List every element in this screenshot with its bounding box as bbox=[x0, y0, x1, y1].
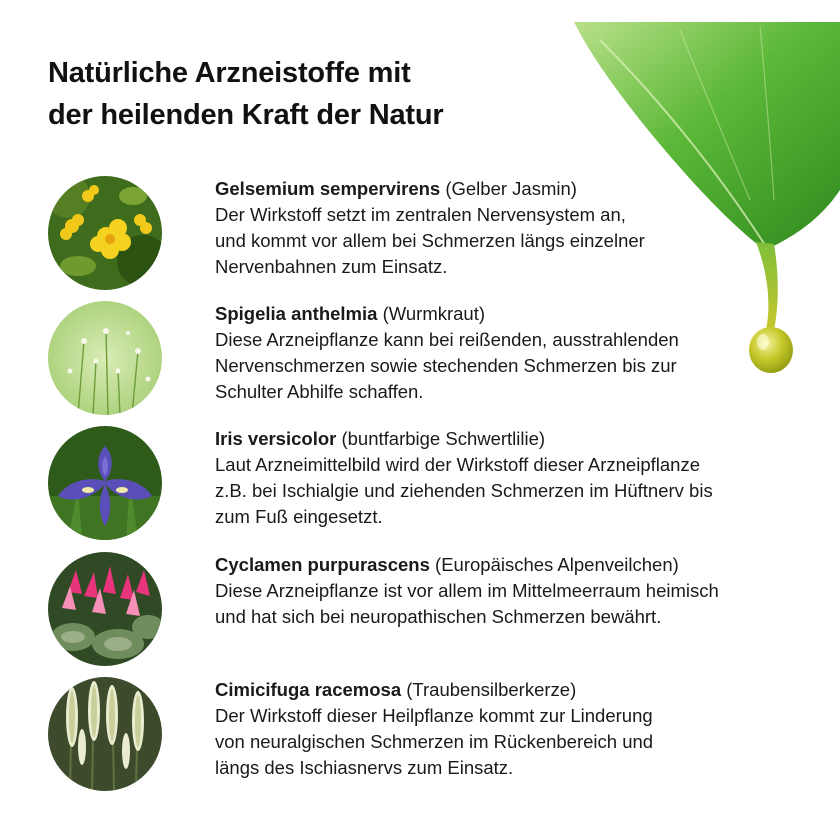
title-line-2: der heilenden Kraft der Natur bbox=[48, 99, 444, 131]
description-line: von neuralgischen Schmerzen im Rückenbereich und bbox=[215, 731, 654, 752]
plant-heading bbox=[215, 176, 775, 202]
plant-image-cyclamen bbox=[48, 552, 162, 666]
plant-image-cimicifuga bbox=[48, 677, 162, 791]
plant-heading bbox=[215, 677, 775, 703]
description-line: Der Wirkstoff dieser Heilpflanze kommt zur Linderung bbox=[215, 705, 653, 726]
plant-name: Gelsemium sempervirens bbox=[215, 178, 441, 199]
plant-name: Cimicifuga racemosa bbox=[215, 679, 402, 700]
plant-image-iris bbox=[48, 426, 162, 540]
plant-common-name: (buntfarbige Schwertlilie) bbox=[341, 428, 546, 449]
description-line: Diese Arzneipflanze kann bei reißenden, ausstrahlenden bbox=[215, 329, 679, 350]
description-line: Schulter Abhilfe schaffen. bbox=[215, 381, 424, 402]
plant-name: Spigelia anthelmia bbox=[215, 303, 378, 324]
plant-image-gelsemium bbox=[48, 176, 162, 290]
description-line: Nervenschmerzen sowie stechenden Schmerzen bis zur bbox=[215, 355, 677, 376]
description-line: und hat sich bei neuropathischen Schmerzen bewährt. bbox=[215, 606, 662, 627]
plant-description-gelsemium bbox=[215, 176, 775, 280]
plant-common-name: (Gelber Jasmin) bbox=[445, 178, 577, 199]
plant-heading bbox=[215, 426, 775, 452]
description-line: längs des Ischiasnervs zum Einsatz. bbox=[215, 757, 514, 778]
plant-common-name: (Traubensilberkerze) bbox=[406, 679, 577, 700]
plant-description-iris bbox=[215, 426, 775, 530]
page-title bbox=[48, 52, 443, 136]
plant-description-spigelia bbox=[215, 301, 775, 405]
plant-image-spigelia bbox=[48, 301, 162, 415]
plant-common-name: (Wurmkraut) bbox=[382, 303, 486, 324]
description-line: und kommt vor allem bei Schmerzen längs einzelner bbox=[215, 230, 645, 251]
plant-name: Iris versicolor bbox=[215, 428, 337, 449]
plant-heading bbox=[215, 301, 775, 327]
plant-name: Cyclamen purpurascens bbox=[215, 554, 430, 575]
description-line: Laut Arzneimittelbild wird der Wirkstoff dieser Arzneipflanze bbox=[215, 454, 700, 475]
plant-description-cyclamen bbox=[215, 552, 775, 630]
description-line: Diese Arzneipflanze ist vor allem im Mittelmeerraum heimisch bbox=[215, 580, 719, 601]
plant-common-name: (Europäisches Alpenveilchen) bbox=[435, 554, 679, 575]
description-line: Der Wirkstoff setzt im zentralen Nervensystem an, bbox=[215, 204, 626, 225]
description-line: Nervenbahnen zum Einsatz. bbox=[215, 256, 448, 277]
description-line: zum Fuß eingesetzt. bbox=[215, 506, 383, 527]
plant-description-cimicifuga bbox=[215, 677, 775, 781]
title-line-1: Natürliche Arzneistoffe mit bbox=[48, 57, 411, 89]
description-line: z.B. bei Ischialgie und ziehenden Schmerzen im Hüftnerv bis bbox=[215, 480, 713, 501]
plant-heading bbox=[215, 552, 775, 578]
